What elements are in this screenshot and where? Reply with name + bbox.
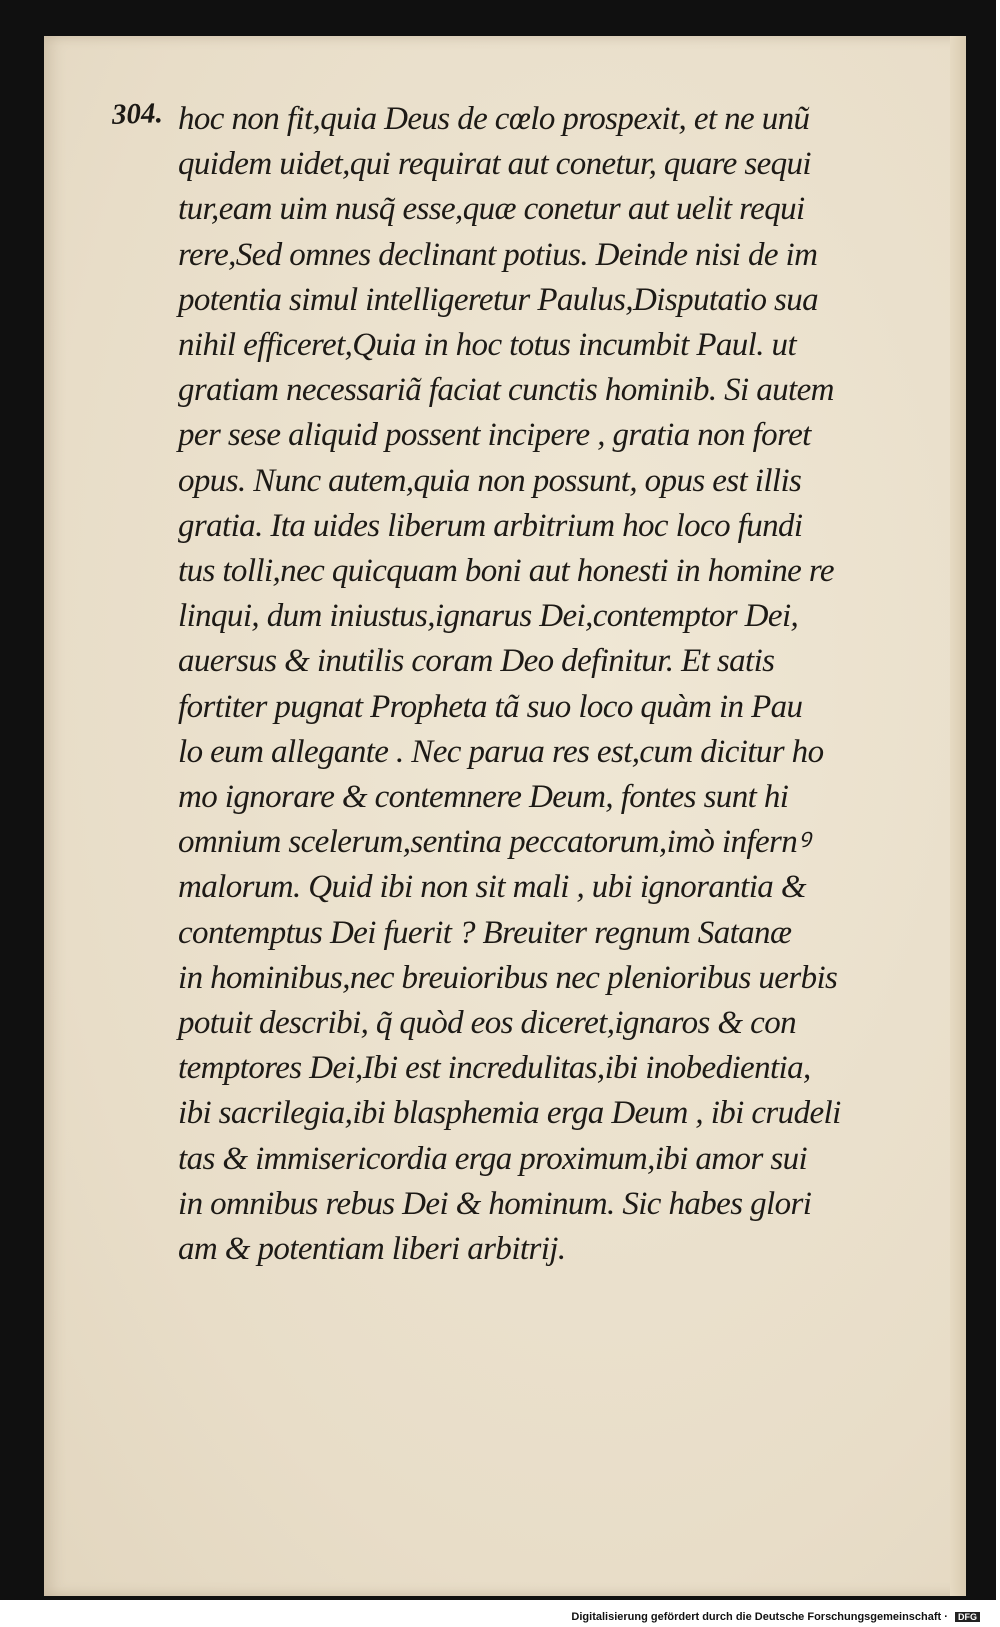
text-line: malorum. Quid ibi non sit mali , ubi ignorantia & [178, 869, 806, 906]
page-number: 304. [111, 97, 164, 131]
text-line: gratiam necessariã faciat cunctis hominib. Si autem [178, 372, 834, 409]
text-line: rere,Sed omnes declinant potius. Deinde nisi de im [178, 236, 818, 273]
digitization-credit [571, 1611, 980, 1623]
text-line: opus. Nunc autem,quia non possunt, opus est illis [178, 462, 802, 499]
text-line: tas & immisericordia erga proximum,ibi amor sui [178, 1140, 808, 1177]
text-line: mo ignorare & contemnere Deum, fontes sunt hi [178, 779, 789, 816]
text-line: temptores Dei,Ibi est incredulitas,ibi inobedientia, [178, 1050, 811, 1087]
dfg-logo: DFG [955, 1612, 980, 1622]
text-line: gratia. Ita uides liberum arbitrium hoc loco fundi [178, 507, 803, 544]
page-text [178, 97, 868, 1272]
text-line: nihil efficeret,Quia in hoc totus incumbit Paul. ut [178, 327, 797, 364]
text-line: am & potentiam liberi arbitrij. [178, 1231, 566, 1268]
text-line: per sese aliquid possent incipere , gratia non foret [178, 417, 811, 454]
text-line: ibi sacrilegia,ibi blasphemia erga Deum , ibi crudeli [178, 1095, 841, 1132]
text-line: in omnibus rebus Dei & hominum. Sic habes glori [178, 1185, 812, 1222]
page-edge [950, 36, 966, 1596]
text-line: linqui, dum iniustus,ignarus Dei,contemptor Dei, [178, 598, 799, 635]
text-line: omnium scelerum,sentina peccatorum,imò infernꝰ [178, 824, 810, 861]
text-line: quidem uidet,qui requirat aut conetur, quare sequi [178, 146, 811, 183]
text-line: hoc non fit,quia Deus de cœlo prospexit, et ne unũ [178, 101, 810, 137]
text-line: tus tolli,nec quicquam boni aut honesti in homine re [178, 553, 834, 590]
text-line: potentia simul intelligeretur Paulus,Disputatio sua [178, 281, 819, 318]
text-line: lo eum allegante . Nec parua res est,cum dicitur ho [178, 733, 824, 770]
text-line: contemptus Dei fuerit ? Breuiter regnum Satanæ [178, 914, 792, 951]
text-line: potuit describi, q̃ quòd eos diceret,ignaros & con [178, 1005, 796, 1042]
text-line: tur,eam uim nusq̃ esse,quæ conetur aut uelit requi [178, 191, 805, 228]
text-line: fortiter pugnat Propheta tã suo loco quàm in Pau [178, 688, 803, 725]
text-line: in hominibus,nec breuioribus nec plenioribus uerbis [178, 959, 838, 996]
text-line: auersus & inutilis coram Deo definitur. Et satis [178, 643, 775, 680]
credit-text: Digitalisierung gefördert durch die Deutsche Forschungsgemeinschaft · [571, 1611, 948, 1623]
